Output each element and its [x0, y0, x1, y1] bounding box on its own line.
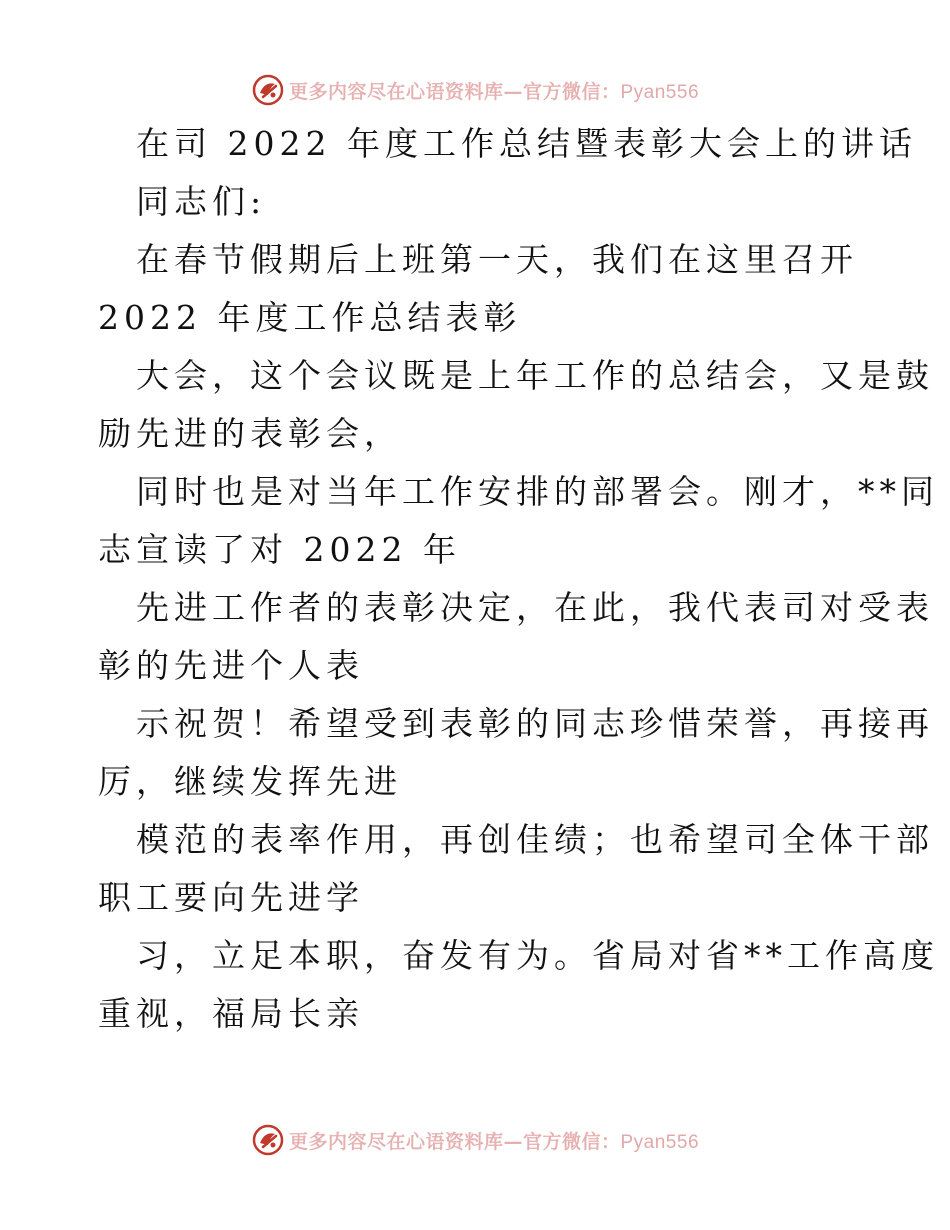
- paragraph-line: 厉，继续发挥先进: [98, 762, 402, 801]
- document-title: 在司 2022 年度工作总结暨表彰大会上的讲话: [136, 124, 917, 163]
- paragraph-line: 习，立足本职，奋发有为。省局对省**工作高度: [136, 936, 939, 975]
- watermark-wechat-id: Pyan556: [620, 1131, 700, 1153]
- salutation: 同志们:: [136, 182, 267, 221]
- paragraph-line: 大会，这个会议既是上年工作的总结会，又是鼓: [136, 356, 934, 395]
- paragraph-line: 示祝贺！希望受到表彰的同志珍惜荣誉，再接再: [136, 704, 934, 743]
- paragraph-line: 先进工作者的表彰决定，在此，我代表司对受表: [136, 588, 934, 627]
- paragraph-line: 彰的先进个人表: [98, 646, 364, 685]
- paragraph-line: 在春节假期后上班第一天，我们在这里召开: [136, 240, 858, 279]
- footer-watermark: [0, 1120, 950, 1160]
- paragraph-line: 模范的表率作用，再创佳绩；也希望司全体干部: [136, 820, 934, 859]
- red-seal-logo-icon: [251, 1123, 285, 1157]
- watermark-text: 更多内容尽在心语资料库—官方微信：Pyan556: [288, 1130, 700, 1153]
- watermark-text: 更多内容尽在心语资料库—官方微信：Pyan556: [288, 80, 700, 103]
- paragraph-line: 2022 年度工作总结表彰: [98, 298, 522, 337]
- document-body: [98, 124, 939, 1052]
- paragraph-line: 重视，福局长亲: [98, 994, 364, 1033]
- header-watermark: [0, 70, 950, 110]
- paragraph-line: 励先进的表彰会，: [98, 414, 402, 453]
- paragraph-line: 同时也是对当年工作安排的部署会。刚才，**同: [136, 472, 939, 511]
- watermark-wechat-id: Pyan556: [620, 81, 700, 103]
- paragraph-line: 职工要向先进学: [98, 878, 364, 917]
- red-seal-logo-icon: [251, 73, 285, 107]
- paragraph-line: 志宣读了对 2022 年: [98, 530, 461, 569]
